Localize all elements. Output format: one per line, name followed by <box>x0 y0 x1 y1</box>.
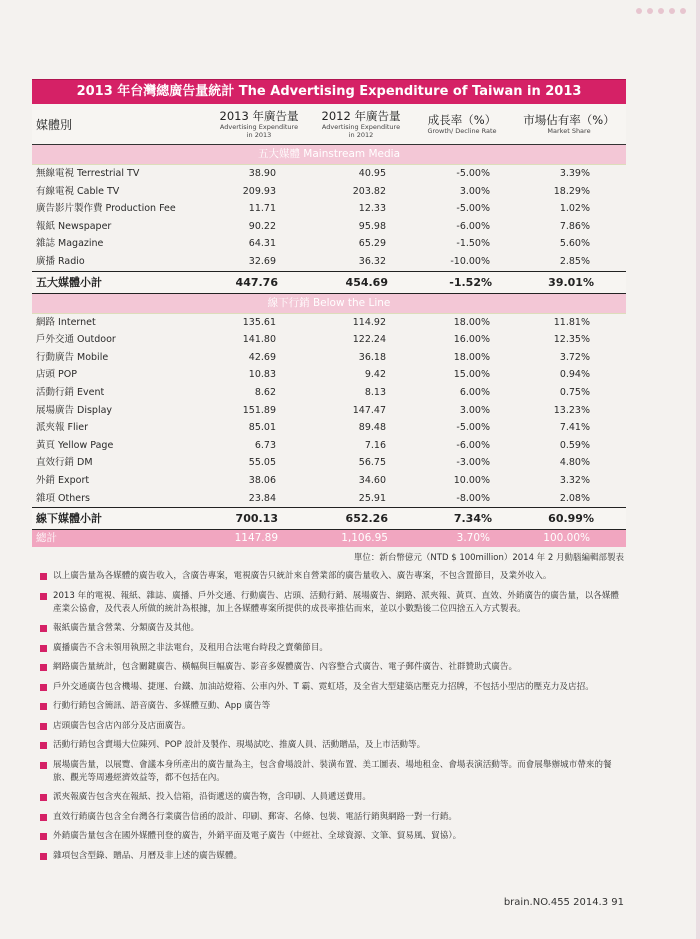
cell-media: 雜項 Others <box>36 492 90 504</box>
header-2013 <box>208 104 310 144</box>
cell-growth: 7.34% <box>453 512 492 526</box>
bullet-square-icon <box>40 794 47 801</box>
cell-growth: -5.00% <box>456 203 490 215</box>
cell-share: 3.39% <box>559 168 590 179</box>
cell-growth: 6.00% <box>459 386 490 398</box>
list-item <box>40 791 624 804</box>
cell-share: 60.99% <box>548 512 594 526</box>
cell-share: 0.94% <box>559 369 590 381</box>
header-2012 <box>310 104 412 144</box>
table-row <box>32 490 626 508</box>
section-mainstream: 五大媒體 Mainstream Media <box>32 145 626 165</box>
table-row <box>32 235 626 253</box>
cell-2012: 203.82 <box>352 185 386 197</box>
cell-2012: 12.33 <box>358 203 386 215</box>
cell-growth: -6.00% <box>456 220 490 232</box>
cell-share: 4.80% <box>559 457 590 469</box>
cell-2012: 9.42 <box>364 369 386 381</box>
note-text: 外銷廣告量包含在國外媒體刊登的廣告，外銷平面及電子廣告（中經社、全球資源、文筆、貿易風、貿協）。 <box>53 831 462 841</box>
list-item <box>40 850 624 863</box>
bullet-square-icon <box>40 762 47 769</box>
cell-2013: 90.22 <box>248 220 276 232</box>
cell-2012: 1,106.95 <box>341 532 388 545</box>
list-item <box>40 570 624 583</box>
cell-2012: 56.75 <box>358 457 386 469</box>
cell-2013: 10.83 <box>248 369 276 381</box>
bullet-square-icon <box>40 593 47 600</box>
cell-2013: 64.31 <box>248 238 276 250</box>
cell-2012: 8.13 <box>364 386 386 398</box>
note-text: 活動行銷包含賣場大位陳列、POP 設計及製作、現場試吃、推廣人員、活動贈品，及上市活動等。 <box>53 740 426 750</box>
cell-media: 無線電視 Terrestrial TV <box>36 168 140 179</box>
cell-media: 廣播 Radio <box>36 255 85 267</box>
cell-share: 1.02% <box>559 203 590 215</box>
header-media: 媒體別 <box>36 117 73 132</box>
cell-share: 13.23% <box>553 404 590 416</box>
list-item <box>40 642 624 655</box>
table-row <box>32 253 626 271</box>
cell-growth: 3.00% <box>459 404 490 416</box>
section-below-the-line: 線下行銷 Below the Line <box>32 294 626 314</box>
cell-media: 派夾報 Flier <box>36 422 89 434</box>
note-text: 展場廣告量，以展覽、會議本身所產出的廣告量為主，包含會場設計、裝潢布置、美工圖表、場地租金、會場表演活動等。而會展舉辦城市帶來的餐旅、觀光等周邊經濟效益等，都不包括在內。 <box>53 759 612 783</box>
cell-2012: 36.32 <box>358 255 386 267</box>
note-text: 行動行銷包含簡訊、語音廣告、多媒體互動、App 廣告等 <box>53 701 271 711</box>
cell-2013: 38.06 <box>248 474 276 486</box>
cell-2013: 11.71 <box>248 203 276 215</box>
note-text: 店頭廣告包含店內部分及店面廣告。 <box>53 720 191 731</box>
page-edge <box>696 0 700 939</box>
cell-share: 39.01% <box>548 275 594 289</box>
cell-growth: -8.00% <box>456 492 490 504</box>
table-row <box>32 402 626 420</box>
section1-rows <box>32 165 626 271</box>
list-item <box>40 759 624 785</box>
list-item <box>40 720 624 733</box>
cell-2013: 38.90 <box>248 168 276 179</box>
bullet-square-icon <box>40 814 47 821</box>
header-2013-sub2: in 2013 <box>246 130 272 139</box>
bullet-square-icon <box>40 742 47 749</box>
cell-media: 雜誌 Magazine <box>36 238 104 250</box>
expenditure-table <box>32 79 626 563</box>
cell-growth: 3.00% <box>459 185 490 197</box>
cell-2012: 36.18 <box>358 351 386 363</box>
note-text: 戶外交通廣告包含機場、捷運、台鐵、加油站燈箱、公車內外、T 霸、霓虹塔，及全省大型建築店壓克力招牌，不包括小型店的壓克力及店招。 <box>53 681 594 692</box>
table-row <box>32 349 626 367</box>
cell-share: 3.72% <box>559 351 590 363</box>
cell-2013: 141.80 <box>242 334 276 346</box>
cell-2013: 700.13 <box>235 512 278 526</box>
list-item <box>40 590 624 616</box>
cell-2012: 7.16 <box>364 439 386 451</box>
cell-growth: -10.00% <box>450 255 490 267</box>
unit-note: 單位：新台幣億元（NTD $ 100million）2014 年 2 月動腦編輯部製表 <box>353 553 624 564</box>
header-share-main: 市場佔有率（%） <box>523 112 615 127</box>
bullet-square-icon <box>40 703 47 710</box>
cell-2013: 8.62 <box>254 386 276 398</box>
bullet-square-icon <box>40 664 47 671</box>
header-2012-sub1: Advertising Expenditure <box>321 122 401 131</box>
cell-growth: 3.70% <box>456 532 490 545</box>
cell-share: 2.85% <box>559 255 590 267</box>
cell-2012: 454.69 <box>345 275 388 289</box>
cell-growth: 18.00% <box>453 351 490 363</box>
bullet-square-icon <box>40 645 47 652</box>
cell-2013: 6.73 <box>254 439 276 451</box>
cell-share: 11.81% <box>553 316 590 328</box>
header-share-sub: Market Share <box>547 126 591 135</box>
cell-growth: 10.00% <box>453 474 490 486</box>
cell-media: 總計 <box>36 532 57 545</box>
table-row <box>32 384 626 402</box>
bullet-square-icon <box>40 684 47 691</box>
cell-2012: 25.91 <box>358 492 386 504</box>
cell-media: 店頭 POP <box>36 369 77 381</box>
header-growth <box>412 104 512 144</box>
cell-2013: 42.69 <box>248 351 276 363</box>
cell-media: 黃頁 Yellow Page <box>36 439 114 451</box>
bullet-square-icon <box>40 573 47 580</box>
cell-growth: 18.00% <box>453 316 490 328</box>
cell-growth: -1.52% <box>449 275 492 289</box>
list-item <box>40 681 624 694</box>
table-row <box>32 472 626 490</box>
cell-growth: 16.00% <box>453 334 490 346</box>
page-footer: brain.NO.455 2014.3 91 <box>503 897 624 908</box>
cell-share: 5.60% <box>559 238 590 250</box>
list-item <box>40 739 624 752</box>
table-row <box>32 454 626 472</box>
header-growth-main: 成長率（%） <box>427 112 497 127</box>
cell-2012: 114.92 <box>352 316 386 328</box>
cell-media: 五大媒體小計 <box>36 275 102 289</box>
note-text: 雜項包含型錄、贈品、月曆及非上述的廣告媒體。 <box>53 850 243 861</box>
cell-2013: 32.69 <box>248 255 276 267</box>
cell-2013: 23.84 <box>248 492 276 504</box>
subtotal-mainstream <box>32 271 626 294</box>
table-row <box>32 183 626 201</box>
note-text: 報紙廣告量含營業、分類廣告及其他。 <box>53 623 200 633</box>
cell-share: 100.00% <box>543 532 590 545</box>
table-header <box>32 104 626 145</box>
cell-2012: 89.48 <box>358 422 386 434</box>
bullet-square-icon <box>40 723 47 730</box>
cell-2013: 55.05 <box>248 457 276 469</box>
cell-2013: 1147.89 <box>234 532 278 545</box>
note-text: 2013 年的電視、報紙、雜誌、廣播、戶外交通、行動廣告、店頭、活動行銷、展場廣告、網路、派夾報、黃頁、直效、外銷廣告的廣告量，以各媒體產業公協會，及代表人所做的統計為根據，加上各媒體專案所提供的成長率推估而來，並以小數點後二位四捨五入方式製表。 <box>53 590 620 614</box>
section2-rows <box>32 314 626 508</box>
cell-2013: 85.01 <box>248 422 276 434</box>
table-row <box>32 366 626 384</box>
cell-share: 3.32% <box>559 474 590 486</box>
top-decoration <box>636 8 686 14</box>
note-text: 以上廣告量為各媒體的廣告收入，含廣告專案，電視廣告只統計來自營業部的廣告量收入、廣告專案，不包含置節目，及業外收入。 <box>53 571 552 581</box>
cell-media: 直效行銷 DM <box>36 457 93 469</box>
cell-media: 外銷 Export <box>36 474 90 486</box>
note-text: 派夾報廣告包含夾在報紙、投入信箱，沿街遞送的廣告物，含印刷、人員遞送費用。 <box>53 792 371 802</box>
list-item <box>40 661 624 674</box>
cell-2012: 65.29 <box>358 238 386 250</box>
table-row <box>32 314 626 332</box>
cell-2013: 135.61 <box>242 316 276 328</box>
cell-growth: -3.00% <box>456 457 490 469</box>
cell-media: 廣告影片製作費 Production Fee <box>36 203 176 215</box>
table-row <box>32 437 626 455</box>
cell-media: 有線電視 Cable TV <box>36 185 120 197</box>
subtotal-below-the-line <box>32 507 626 530</box>
cell-growth: -5.00% <box>456 422 490 434</box>
cell-2013: 151.89 <box>242 404 276 416</box>
footnotes <box>40 570 624 869</box>
note-text: 網路廣告量統計，包含關鍵廣告、橫幅與巨幅廣告、影音多媒體廣告、內容整合式廣告、電子郵件廣告、社群贊助式廣告。 <box>53 662 518 672</box>
table-row <box>32 200 626 218</box>
cell-2012: 147.47 <box>352 404 386 416</box>
bullet-square-icon <box>40 833 47 840</box>
table-row <box>32 218 626 236</box>
cell-2012: 122.24 <box>352 334 386 346</box>
cell-2012: 652.26 <box>345 512 388 526</box>
list-item <box>40 700 624 713</box>
cell-2012: 34.60 <box>358 474 386 486</box>
header-2013-sub1: Advertising Expenditure <box>219 122 299 131</box>
cell-share: 7.41% <box>559 422 590 434</box>
table-row <box>32 419 626 437</box>
note-text: 廣播廣告不含未領用執照之非法電台，及租用合法電台時段之賣藥節目。 <box>53 642 329 653</box>
bullet-square-icon <box>40 625 47 632</box>
list-item <box>40 622 624 635</box>
cell-media: 報紙 Newspaper <box>36 220 112 232</box>
cell-growth: 15.00% <box>453 369 490 381</box>
header-2013-main: 2013 年廣告量 <box>219 108 299 123</box>
cell-share: 7.86% <box>559 220 590 232</box>
grand-total-row <box>32 530 626 547</box>
cell-media: 戶外交通 Outdoor <box>36 334 116 346</box>
table-title: 2013 年台灣總廣告量統計 The Advertising Expenditure of Taiwan in 2013 <box>32 79 626 104</box>
cell-share: 12.35% <box>553 334 590 346</box>
list-item <box>40 811 624 824</box>
header-growth-sub: Growth/ Decline Rate <box>427 126 497 135</box>
cell-share: 2.08% <box>559 492 590 504</box>
cell-2013: 209.93 <box>242 185 276 197</box>
cell-media: 活動行銷 Event <box>36 386 105 398</box>
cell-2012: 40.95 <box>358 168 386 179</box>
bullet-square-icon <box>40 853 47 860</box>
cell-media: 行動廣告 Mobile <box>36 351 109 363</box>
cell-2012: 95.98 <box>358 220 386 232</box>
cell-media: 網路 Internet <box>36 316 96 328</box>
cell-media: 展場廣告 Display <box>36 404 113 416</box>
table-row <box>32 165 626 183</box>
cell-growth: -6.00% <box>456 439 490 451</box>
cell-growth: -5.00% <box>456 168 490 179</box>
cell-2013: 447.76 <box>235 275 278 289</box>
list-item <box>40 830 624 843</box>
header-share <box>512 104 626 144</box>
table-row <box>32 331 626 349</box>
cell-growth: -1.50% <box>456 238 490 250</box>
cell-share: 0.75% <box>559 386 590 398</box>
header-2012-sub2: in 2012 <box>348 130 374 139</box>
header-2012-main: 2012 年廣告量 <box>321 108 401 123</box>
cell-share: 18.29% <box>553 185 590 197</box>
note-text: 直效行銷廣告包含全台灣各行業廣告信函的設計、印刷、郵寄、名條、包裝、電話行銷與網路一對一行銷。 <box>53 811 457 822</box>
cell-media: 線下媒體小計 <box>36 512 102 526</box>
cell-share: 0.59% <box>559 439 590 451</box>
